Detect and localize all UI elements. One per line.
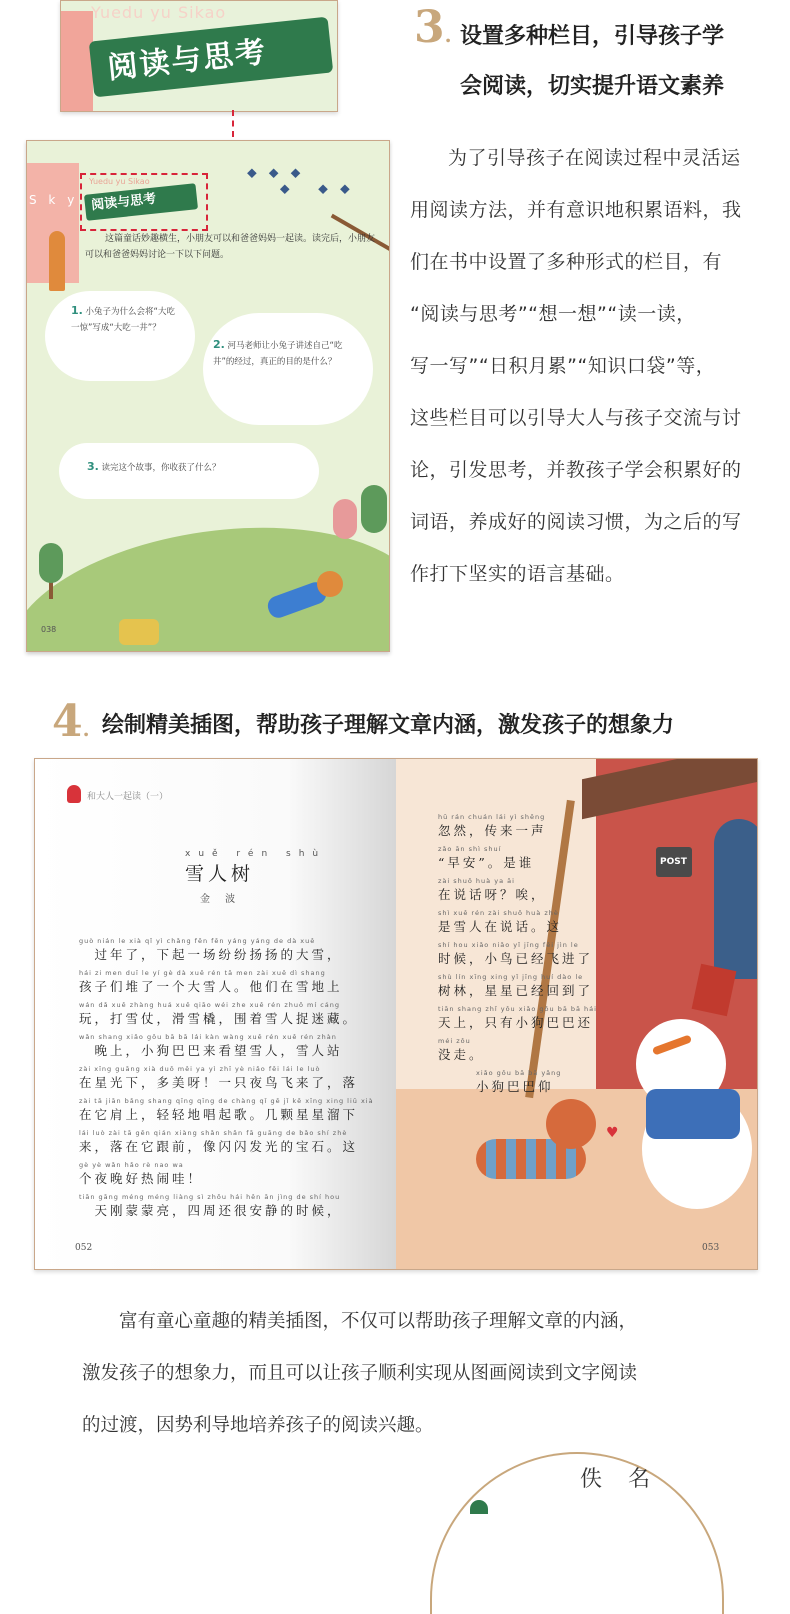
pinyin-line: hū rán chuán lái yì shēng [438, 813, 546, 821]
paragraph-line: 用阅读方法，并有意识地积累语料，我 [410, 199, 742, 221]
story-line: “早安”。是谁 [438, 855, 535, 870]
leaf-icon [470, 1500, 488, 1514]
highlight-box [80, 173, 208, 231]
pinyin-line: gè yè wǎn hǎo rè nao wa [79, 1161, 184, 1169]
carrot-illustration [49, 231, 65, 291]
section-4-heading: 绘制精美插图，帮助孩子理解文章内涵，激发孩子的想象力 [102, 713, 675, 738]
pinyin-line: hái zi men duī le yí gè dà xuě rén tā men zài xuě dì shang [79, 969, 326, 977]
paragraph-line: 这些栏目可以引导大人与孩子交流与讨 [410, 407, 742, 429]
story-line: 孩子们堆了一个大雪人。他们在雪地上 [79, 979, 343, 994]
arc-text: 佚名 [580, 1467, 677, 1492]
pinyin-line: zǎo ān shì shuí [438, 845, 502, 853]
paragraph-line: 为了引导孩子在阅读过程中灵活运 [448, 147, 741, 169]
story-line: 是雪人在说话。这 [438, 919, 563, 934]
tree-pink-illustration [333, 499, 357, 539]
birds-illustration: ⬥⬥⬥ ⬥ ⬥⬥ [247, 165, 362, 197]
pinyin-line: wán dǎ xuě zhàng huá xuě qiāo wéi zhe xuě rén zhuō mí cáng [79, 1001, 341, 1009]
paragraph-line: 富有童心童趣的精美插图，不仅可以帮助孩子理解文章的内涵， [82, 1311, 638, 1332]
book-page-preview [26, 140, 390, 652]
story-line: 没走。 [438, 1047, 485, 1062]
right-page-number: 053 [702, 1243, 720, 1253]
section-3-number: 3. [414, 2, 452, 53]
book-spine-text: S k y [29, 193, 79, 207]
tree-left-illustration [39, 543, 63, 583]
story-line: 树林，星星已经回到了 [438, 983, 594, 998]
page-number: 038 [41, 625, 57, 634]
pinyin-line: zài tā jiān bǎng shang qīng qīng de chàng qǐ gē jǐ kē xīng xing liū xià [79, 1097, 374, 1105]
pinyin-line: méi zǒu [438, 1037, 471, 1045]
story-line: 玩，打雪仗，滑雪橇，围着雪人捉迷藏。 [79, 1011, 359, 1026]
tree-green-illustration [361, 485, 387, 533]
story-line: 晚上，小狗巴巴来看望雪人，雪人站 [79, 1043, 343, 1058]
question-1: 1. 小兔子为什么会将“大吃一惊”写成“大吃一井”？ [71, 304, 175, 333]
story-author: 金 波 [200, 894, 242, 905]
question-3: 3. 读完这个故事，你收获了什么？ [87, 460, 221, 473]
pinyin-line: tiān gāng méng méng liàng sì zhōu hái hěn ān jìng de shí hou [79, 1193, 341, 1201]
book-spread [34, 758, 758, 1270]
pinyin-line: wǎn shang xiǎo gǒu bā bā lái kàn wàng xuě rén xuě rén zhàn [79, 1033, 337, 1041]
story-line: 忽然，传来一声 [438, 823, 547, 838]
snowman-scarf-illustration [646, 1089, 740, 1139]
girl-hair-illustration [317, 571, 343, 597]
book-illustration [61, 11, 93, 111]
pinyin-line: lái luò zài tā gēn qián xiàng shǎn shǎn fā guāng de bǎo shí zhè [79, 1129, 348, 1137]
heading-line-1: 设置多种栏目，引导孩子学 [460, 24, 725, 49]
right-page [396, 759, 757, 1269]
section-4-paragraph [82, 1296, 732, 1452]
story-line: 小狗巴巴仰 [476, 1079, 554, 1094]
pinyin-line: xiǎo gǒu bā bā yǎng [476, 1069, 562, 1077]
page-intro: 这篇童话妙趣横生，小朋友可以和爸爸妈妈一起读。读完后，小朋友可以和爸爸妈妈讨论一下以下问题。 [85, 234, 376, 260]
paragraph-line: 激发孩子的想象力，而且可以让孩子顺利实现从图画阅读到文字阅读 [82, 1363, 638, 1384]
story-line: 过年了，下起一场纷纷扬扬的大雪， [79, 947, 343, 962]
paragraph-line: “阅读与思考”“想一想”“读一读， [410, 303, 696, 325]
window-illustration [714, 819, 757, 979]
header-logo-icon [67, 785, 81, 803]
heart-icon: ♥ [606, 1125, 619, 1141]
pinyin-line: tiān shang zhǐ yǒu xiǎo gǒu bā bā hái [438, 1005, 597, 1013]
pinyin-line: zài shuō huà ya āi [438, 877, 515, 885]
section-3-heading [460, 12, 780, 112]
story-line: 来，落在它跟前，像闪闪发光的宝石。这 [79, 1139, 359, 1154]
decorative-arc [430, 1452, 724, 1614]
left-page-number: 052 [75, 1243, 93, 1253]
story-line: 天上，只有小狗巴巴还 [438, 1015, 594, 1030]
story-title-pinyin: xuě rén shù [185, 849, 327, 859]
pinyin-line: guò nián le xià qǐ yì chǎng fēn fēn yáng yáng de dà xuě [79, 937, 316, 945]
question-2: 2. 河马老师让小兔子讲述自己“吃井”的经过，真正的目的是什么？ [213, 338, 343, 367]
story-line: 时候，小鸟已经飞进了 [438, 951, 594, 966]
paragraph-line: 们在书中设置了多种形式的栏目，有 [410, 251, 723, 273]
left-page [35, 759, 396, 1269]
paragraph-line: 论，引发思考，并教孩子学会积累好的 [410, 459, 742, 481]
story-line: 在它肩上，轻轻地唱起歌。几颗星星溜下 [79, 1107, 359, 1122]
zoom-banner-title: 阅读与思考 [105, 34, 269, 87]
bag-illustration [119, 619, 159, 645]
section-4-number: 4. [52, 696, 90, 747]
paragraph-line: 作打下坚实的语言基础。 [410, 563, 625, 585]
heading-line-2: 会阅读，切实提升语文素养 [460, 74, 725, 99]
paragraph-line: 写一写”“日积月累”“知识口袋”等， [410, 355, 716, 377]
zoom-pinyin: Yuedu yu Sikao [91, 3, 227, 22]
pinyin-line: shù lín xīng xing yǐ jīng huí dào le [438, 973, 584, 981]
running-head: 和大人一起读（一） [87, 792, 169, 802]
paragraph-line: 的过渡，因势利导地培养孩子的阅读兴趣。 [82, 1415, 434, 1436]
pinyin-line: shí hou xiǎo niǎo yǐ jīng fēi jìn le [438, 941, 579, 949]
story-line: 在星光下，多美呀！一只夜鸟飞来了，落 [79, 1075, 359, 1090]
dog-head-illustration [546, 1099, 596, 1149]
page-banner-title: 阅读与思考 [90, 191, 157, 214]
pinyin-line: zài xīng guāng xià duō měi ya yì zhī yè niǎo fēi lái le luò [79, 1065, 321, 1073]
section-3-paragraph [410, 132, 766, 600]
story-line: 个夜晚好热闹哇！ [79, 1171, 204, 1186]
paragraph-line: 词语，养成好的阅读习惯，为之后的写 [410, 511, 742, 533]
story-title: 雪人树 [185, 863, 255, 885]
story-line: 天刚蒙蒙亮，四周还很安静的时候， [79, 1203, 343, 1218]
story-line: 在说话呀？唉， [438, 887, 547, 902]
pinyin-line: shì xuě rén zài shuō huà zhè [438, 909, 559, 917]
page-banner-pinyin: Yuedu yu Sikao [89, 177, 150, 186]
banner-zoom-preview [60, 0, 338, 112]
post-sign: POST [660, 857, 687, 867]
